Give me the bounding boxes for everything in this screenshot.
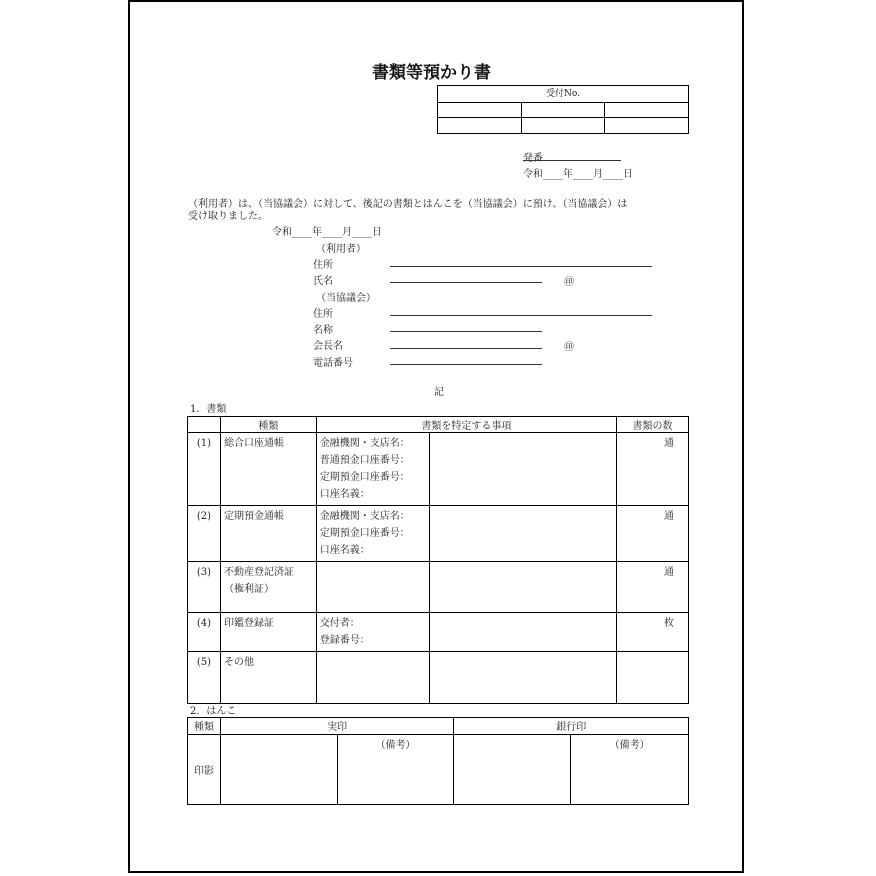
issue-number-label: 発番 xyxy=(523,153,543,164)
item-label: 登録番号： xyxy=(319,635,370,646)
issue-date: 令和____年____月____日 xyxy=(523,169,633,180)
row-number: (2) xyxy=(196,511,212,522)
table-row xyxy=(188,506,689,562)
user-address-label: 住所 xyxy=(313,260,333,271)
receipt-cell xyxy=(521,118,605,134)
header-cell: 種類 xyxy=(220,417,316,433)
header-cell xyxy=(188,417,221,433)
document-type: 定期預金通帳 xyxy=(223,511,284,522)
item-label: 金融機関・支店名： xyxy=(319,511,410,522)
count-unit: 通 xyxy=(664,438,674,449)
count-unit: 通 xyxy=(664,567,674,578)
user-heading: （利用者） xyxy=(316,244,366,255)
section1-heading: 1．書類 xyxy=(190,404,227,415)
receipt-number-header: 受付No. xyxy=(438,86,689,103)
section2-heading: 2．はんこ xyxy=(190,706,237,717)
user-name-label: 氏名 xyxy=(313,276,333,287)
intro-line1: （利用者）は、（当協議会）に対して、後記の書類とはんこを（当協議会）に預け、（当協議会）は xyxy=(188,199,628,210)
item-label: 普通預金口座番号： xyxy=(319,455,410,466)
item-value-cell xyxy=(429,506,617,562)
council-name-label: 名称 xyxy=(313,325,333,336)
table-row xyxy=(188,562,689,613)
item-label-cell xyxy=(316,562,429,613)
seal-impression-label: 印影 xyxy=(193,766,214,777)
user-seal-mark: ㊞ xyxy=(564,277,574,288)
ginkoin-header: 銀行印 xyxy=(454,718,689,735)
item-value-cell xyxy=(429,652,617,704)
document-type-note: （権利証） xyxy=(223,584,274,595)
document-type: 印鑑登録証 xyxy=(223,618,274,629)
item-label: 口座名義： xyxy=(319,489,370,500)
item-value-cell xyxy=(429,433,617,506)
chair-name-label: 会長名 xyxy=(313,341,343,352)
table-row xyxy=(188,613,689,652)
document-type: その他 xyxy=(223,657,254,668)
table-row xyxy=(188,652,689,704)
document-type: 不動産登記済証 xyxy=(223,567,294,578)
row-number: (1) xyxy=(196,438,212,449)
receipt-cell xyxy=(438,118,522,134)
item-label: 口座名義： xyxy=(319,545,370,556)
date-line: 令和____年____月____日 xyxy=(272,227,382,238)
count-unit: 枚 xyxy=(664,618,674,629)
issue-number-line xyxy=(523,160,621,161)
phone-label: 電話番号 xyxy=(313,358,353,369)
council-address-line xyxy=(390,315,652,316)
table-header-row xyxy=(188,417,689,433)
item-label: 金融機関・支店名： xyxy=(319,438,410,449)
table-row xyxy=(188,433,689,506)
header-cell: 書類の数 xyxy=(617,417,689,433)
receipt-cell xyxy=(605,103,689,118)
row-number: (4) xyxy=(196,618,212,629)
ki-heading: 記 xyxy=(434,387,444,398)
document-type: 総合口座通帳 xyxy=(223,438,284,449)
header-cell: 書類を特定する事項 xyxy=(316,417,616,433)
user-name-line xyxy=(390,282,542,283)
council-name-line xyxy=(390,331,542,332)
user-address-line xyxy=(390,266,652,267)
council-heading: （当協議会） xyxy=(316,293,376,304)
document-title: 書類等預かり書 xyxy=(372,63,491,83)
item-value-cell xyxy=(429,613,617,652)
row-number: (3) xyxy=(196,567,212,578)
row-number: (5) xyxy=(196,657,212,668)
item-label: 定期預金口座番号： xyxy=(319,472,410,483)
intro-line2: 受け取りました。 xyxy=(188,211,268,222)
ginkoin-impression-cell xyxy=(454,735,571,805)
seal-type-header: 種類 xyxy=(188,718,221,735)
receipt-cell xyxy=(521,103,605,118)
count-unit: 通 xyxy=(664,511,674,522)
receipt-cell xyxy=(438,103,522,118)
ginkoin-remarks: （備考） xyxy=(609,740,650,751)
count-cell xyxy=(617,652,689,704)
documents-table xyxy=(187,416,689,704)
receipt-cell xyxy=(605,118,689,134)
item-label: 交付者： xyxy=(319,618,360,629)
seal-table xyxy=(187,717,689,805)
item-label-cell xyxy=(316,652,429,704)
receipt-number-box xyxy=(437,85,689,134)
item-value-cell xyxy=(429,562,617,613)
jitsuin-header: 実印 xyxy=(220,718,454,735)
council-address-label: 住所 xyxy=(313,309,333,320)
item-label: 定期預金口座番号： xyxy=(319,528,410,539)
jitsuin-remarks: （備考） xyxy=(375,740,416,751)
council-seal-mark: ㊞ xyxy=(564,342,574,353)
phone-line xyxy=(390,364,542,365)
chair-name-line xyxy=(390,348,542,349)
jitsuin-impression-cell xyxy=(220,735,337,805)
